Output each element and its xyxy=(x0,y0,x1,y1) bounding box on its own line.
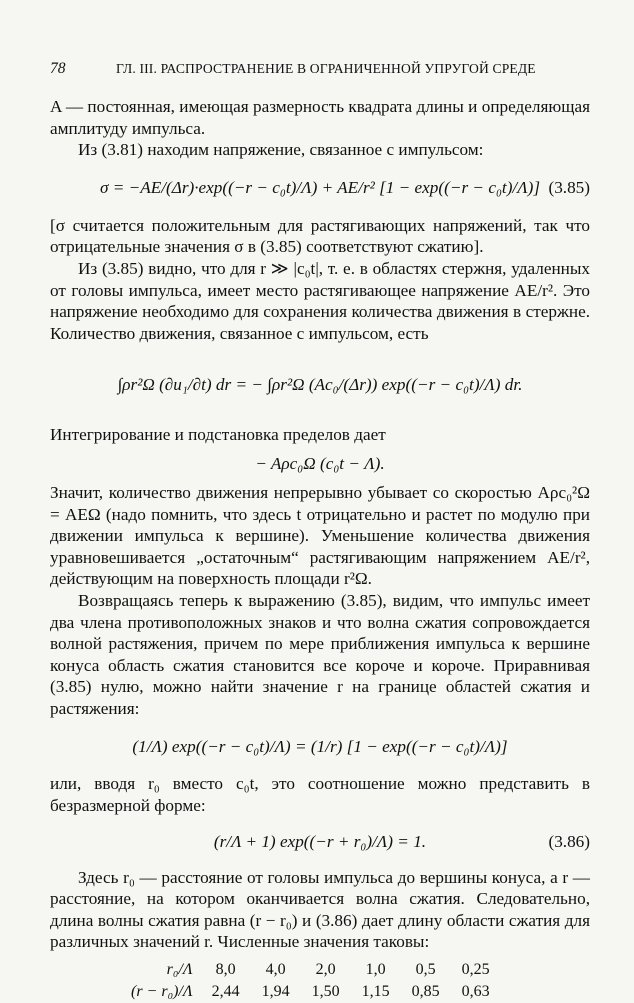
equation-momentum-result-body: − Aρc₀Ω (c₀t − Λ). xyxy=(255,454,385,474)
table-cell: 0,5 xyxy=(415,961,436,979)
paragraph-stress-intro: Из (3.81) находим напряжение, связанное с импульсом: xyxy=(78,140,484,160)
values-table xyxy=(120,959,501,1003)
paragraph-sign-convention: [σ считается положительным для растягивающих напряжений, так что отрицательные значения σ в (3.85) соответствуют сжатию]. xyxy=(50,215,590,257)
paragraph-integration: Интегрирование и подстановка пределов дает xyxy=(50,425,386,445)
table-cell: 0,63 xyxy=(461,983,490,1001)
table-cell: 8,0 xyxy=(215,961,236,979)
table-row-label: r₀/Λ xyxy=(166,961,193,979)
table-cell: 2,0 xyxy=(315,961,336,979)
paragraph-compression-length: Здесь r₀ — расстояние от головы импульса до вершины конуса, а r — расстояние, на котором оканчивается волна сжатия. Следовательно, длина волны сжатия равна (r − r₀) и (3.86) дает длину области сжатия для различных значений r. Численные значения таковы: xyxy=(50,867,590,952)
table-row-label: (r − r₀)/Λ xyxy=(131,983,193,1001)
table-cell: 0,25 xyxy=(461,961,490,979)
equation-boundary xyxy=(50,719,590,773)
equation-3-86 xyxy=(50,817,590,867)
equation-momentum-result xyxy=(50,446,590,482)
table-cell: 0,85 xyxy=(411,983,440,1001)
table-cell: 1,15 xyxy=(361,983,390,1001)
equation-momentum-integral-body: ∫ρr²Ω (∂u₁/∂t) dr = − ∫ρr²Ω (Ac₀/(Δr)) exp((−r − c₀t)/Λ) dr. xyxy=(117,374,523,394)
table-cell: 1,50 xyxy=(311,983,340,1001)
paragraph-compression-wave: Возвращаясь теперь к выражению (3.85), видим, что импульс имеет два члена противоположных знаков и что волна сжатия сопровождается волной растяжения, причем по мере приближения импульса к вершине конуса область сжатия становится все короче и короче. Приравнивая (3.85) нулю, можно найти значение r на границе областей сжатия и растяжения: xyxy=(50,590,590,718)
table-cell: 2,44 xyxy=(211,983,240,1001)
page-body xyxy=(50,96,590,1003)
paragraph-momentum: Из (3.85) видно, что для r ≫ |c₀t|, т. е. в областях стержня, удаленных от головы импульса, имеет место растягивающее напряжение AE/r². Это напряжение необходимо для сохранения количества движения в стержне. Количество движения, связанное с импульсом, есть xyxy=(50,258,590,343)
table-cell: 1,0 xyxy=(365,961,386,979)
table-cell: 4,0 xyxy=(265,961,286,979)
equation-momentum-integral xyxy=(50,344,590,424)
page-number: 78 xyxy=(50,60,66,77)
table-row xyxy=(120,959,501,981)
paragraph-amplitude: A — постоянная, имеющая размерность квадрата длины и определяющая амплитуду импульса. xyxy=(50,97,590,138)
paragraph-momentum-decrease: Значит, количество движения непрерывно убывает со скоростью Aρc₀²Ω = AEΩ (надо помнить, что здесь t отрицательно и растет по модулю при движении импульса к вершине). Уменьшение количества движения уравновешивается „остаточным“ растягивающим напряжением AE/r², действующим на поверхность площади r²Ω. xyxy=(50,482,590,589)
equation-3-85-body: σ = −AE/(Δr)·exp((−r − c₀t)/Λ) + AE/r² [1 − exp((−r − c₀t)/Λ)] xyxy=(99,177,541,197)
equation-boundary-body: (1/Λ) exp((−r − c₀t)/Λ) = (1/r) [1 − exp((−r − c₀t)/Λ)] xyxy=(132,736,508,756)
equation-3-85 xyxy=(50,161,590,215)
page-header xyxy=(50,58,590,80)
paragraph-dimensionless: или, вводя r₀ вместо c₀t, это соотношение можно представить в безразмерной форме: xyxy=(50,774,590,816)
equation-3-86-number: (3.86) xyxy=(548,831,590,851)
table-cell: 1,94 xyxy=(261,983,290,1001)
equation-3-86-body: (r/Λ + 1) exp((−r + r₀)/Λ) = 1. xyxy=(213,831,427,851)
equation-3-85-number: (3.85) xyxy=(548,177,590,197)
running-title: ГЛ. III. РАСПРОСТРАНЕНИЕ В ОГРАНИЧЕННОЙ УПРУГОЙ СРЕДЕ xyxy=(116,61,536,76)
